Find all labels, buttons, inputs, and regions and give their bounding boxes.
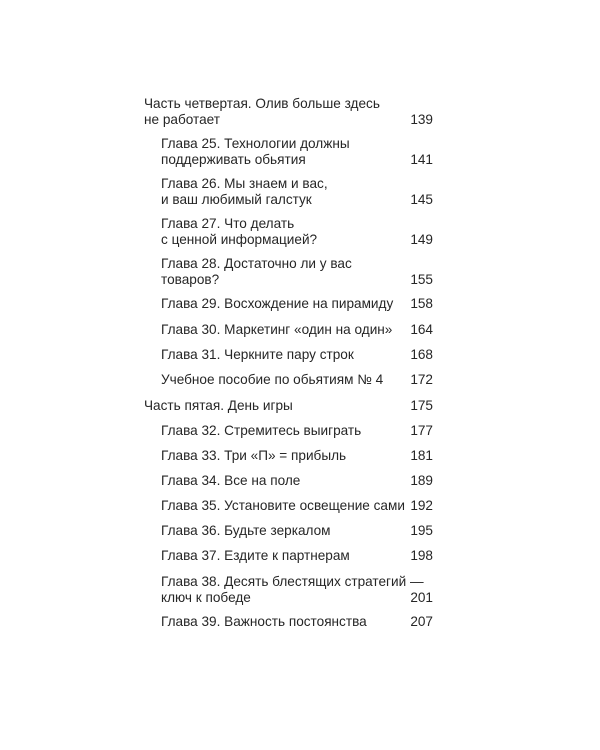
toc-entry-title-line: Глава 34. Все на поле	[161, 473, 301, 488]
toc-entry-title-line: Глава 37. Ездите к партнерам	[161, 548, 350, 563]
toc-page-number: 168	[410, 347, 433, 362]
toc-page-number: 175	[410, 398, 433, 413]
toc-entry-title-line: Часть четвертая. Олив больше здесь	[144, 96, 380, 111]
toc-page-number: 139	[410, 112, 433, 127]
toc-entry-title-line: Глава 39. Важность постоянства	[161, 614, 367, 629]
toc-page-number: 155	[410, 272, 433, 287]
toc-page-number: 149	[410, 232, 433, 247]
toc-page-number: 201	[410, 590, 433, 605]
toc-page-number: 172	[410, 372, 433, 387]
toc-entry-title-line: поддерживать обьятия	[161, 152, 306, 167]
toc-entry-title-line: Учебное пособие по обьятиям № 4	[161, 372, 384, 387]
toc-page-number: 164	[410, 322, 433, 337]
toc-entry-title-line: Глава 29. Восхождение на пирамиду	[161, 296, 394, 311]
toc-entry-title-line: Глава 28. Достаточно ли у вас	[161, 256, 352, 271]
toc-page-number: 207	[410, 614, 433, 629]
toc-page-number: 192	[410, 498, 433, 513]
toc-entry-title-line: ключ к победе	[161, 590, 251, 605]
toc-entry-title-line: Глава 35. Установите освещение сами	[161, 498, 405, 513]
toc-page-number: 177	[410, 423, 433, 438]
toc-entry-title-line: Глава 26. Мы знаем и вас,	[161, 176, 328, 191]
toc-page-number: 141	[410, 152, 433, 167]
toc-entry-title-line: Глава 25. Технологии должны	[161, 136, 350, 151]
toc-entry-title-line: и ваш любимый галстук	[161, 192, 312, 207]
toc-entry-title-line: товаров?	[161, 272, 220, 287]
toc-page-number: 158	[410, 296, 433, 311]
toc-entry-title-line: с ценной информацией?	[161, 232, 318, 247]
toc-entry-title-line: Глава 33. Три «П» = прибыль	[161, 448, 347, 463]
toc-entry-title-line: Часть пятая. День игры	[144, 398, 293, 413]
toc-entry-title-line: не работает	[144, 112, 220, 127]
toc-entry-title-line: Глава 31. Черкните пару строк	[161, 347, 354, 362]
toc-entry-title-line: Глава 38. Десять блестящих стратегий —	[161, 574, 424, 589]
toc-entry-title-line: Глава 30. Маркетинг «один на один»	[161, 322, 393, 337]
toc-page-number: 195	[410, 523, 433, 538]
toc-page-number: 189	[410, 473, 433, 488]
toc-entry-title-line: Глава 36. Будьте зеркалом	[161, 523, 331, 538]
toc-page-number: 181	[410, 448, 433, 463]
toc-page-number: 198	[410, 548, 433, 563]
toc-page-number: 145	[410, 192, 433, 207]
toc-entry-title-line: Глава 27. Что делать	[161, 216, 295, 231]
toc-entry-title-line: Глава 32. Стремитесь выиграть	[161, 423, 362, 438]
